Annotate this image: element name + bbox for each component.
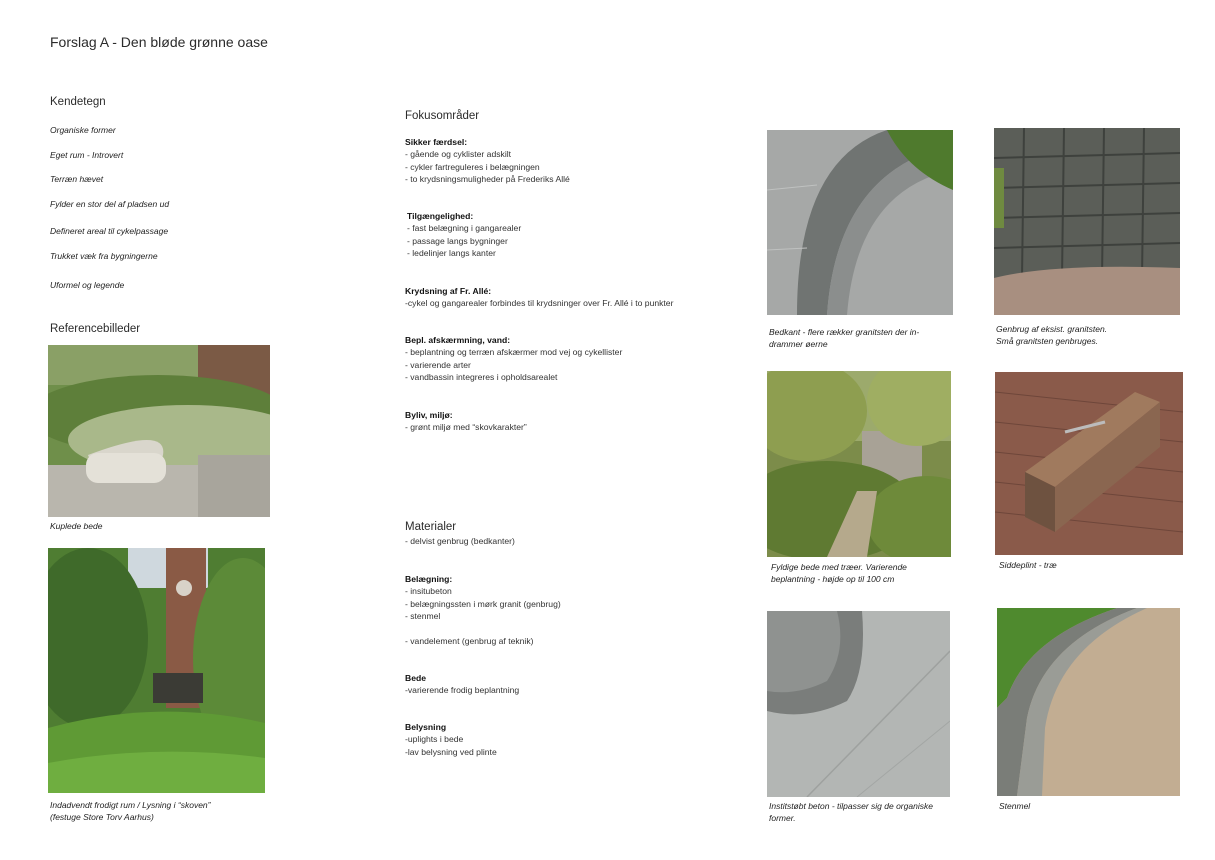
gallery-caption-line: Små granitsten genbruges. bbox=[996, 336, 1099, 346]
fokus-heading: Fokusområder bbox=[405, 110, 480, 122]
materialer-line: -lav belysning ved plinte bbox=[405, 746, 497, 757]
fokus-line: - varierende arter bbox=[405, 359, 471, 370]
materialer-line: -varierende frodig beplantning bbox=[405, 685, 520, 696]
kendetegn-item: Organiske former bbox=[50, 125, 116, 135]
materialer-section bbox=[405, 721, 497, 758]
gallery-caption-line: former. bbox=[769, 813, 796, 823]
photo-domed-beds bbox=[48, 345, 270, 517]
materialer-heading: Materialer bbox=[405, 521, 457, 533]
fokus-section bbox=[405, 285, 673, 310]
materialer-section-title: Belægning: bbox=[405, 574, 453, 584]
fokus-section bbox=[405, 334, 622, 384]
fokus-section-title: Bepl. afskærmning, vand: bbox=[405, 335, 511, 345]
photo-stone-dust bbox=[997, 608, 1180, 796]
photo-lush-beds-trees bbox=[767, 371, 951, 557]
materialer-line-spacer bbox=[405, 623, 561, 635]
fokus-line: - beplantning og terræn afskærmer mod vej og cykellister bbox=[405, 347, 623, 358]
photo-green-clearing bbox=[48, 548, 265, 793]
gallery-caption-line: drammer øerne bbox=[769, 339, 828, 349]
gallery-caption bbox=[999, 559, 1057, 571]
photo-granite-bed-edge bbox=[767, 130, 953, 315]
materialer-section-title: Belysning bbox=[405, 722, 447, 732]
gallery-caption bbox=[999, 800, 1030, 812]
materialer-section bbox=[405, 573, 561, 647]
gallery-caption-line: Siddeplint - træ bbox=[999, 560, 1057, 570]
fokus-line: - grønt miljø med “skovkarakter” bbox=[405, 422, 527, 433]
kendetegn-item: Terræn hævet bbox=[50, 174, 104, 184]
gallery-caption bbox=[769, 800, 933, 824]
fokus-line: - fast belægning i gangarealer bbox=[407, 223, 522, 234]
kendetegn-item: Trukket væk fra bygningerne bbox=[50, 251, 158, 261]
materialer-line: - belægningssten i mørk granit (genbrug) bbox=[405, 598, 561, 609]
fokus-section-title: Byliv, miljø: bbox=[405, 410, 453, 420]
fokus-line: - passage langs bygninger bbox=[407, 235, 508, 246]
kendetegn-item: Uformel og legende bbox=[50, 280, 125, 290]
gallery-caption bbox=[771, 561, 907, 585]
page-title: Forslag A - Den bløde grønne oase bbox=[50, 34, 268, 50]
fokus-section bbox=[405, 136, 570, 186]
photo-reused-granite bbox=[994, 128, 1180, 315]
kendetegn-heading: Kendetegn bbox=[50, 96, 106, 108]
fokus-line: -cykel og gangarealer forbindes til krydsninger over Fr. Allé i to punkter bbox=[405, 298, 674, 309]
fokus-line: - vandbassin integreres i opholdsarealet bbox=[405, 372, 558, 383]
fokus-section bbox=[407, 210, 521, 260]
photo-wooden-plinth bbox=[995, 372, 1183, 555]
materialer-line: -uplights i bede bbox=[405, 734, 464, 745]
gallery-caption-line: Stenmel bbox=[999, 801, 1031, 811]
reference-caption-line: (festuge Store Torv Aarhus) bbox=[50, 812, 154, 822]
reference-heading: Referencebilleder bbox=[50, 323, 141, 335]
fokus-line: - cykler fartreguleres i belægningen bbox=[405, 161, 540, 172]
reference-caption bbox=[50, 799, 210, 823]
fokus-section-title: Sikker færdsel: bbox=[405, 137, 468, 147]
fokus-line: - to krydsningsmuligheder på Frederiks Allé bbox=[405, 174, 570, 185]
photo-insitu-concrete bbox=[767, 611, 950, 797]
materialer-line: - stenmel bbox=[405, 611, 441, 622]
fokus-line: - ledelinjer langs kanter bbox=[407, 248, 496, 259]
gallery-caption-line: Institstøbt beton - tilpasser sig de organiske bbox=[769, 801, 933, 811]
materialer-section-title: Bede bbox=[405, 673, 427, 683]
fokus-section-title: Tilgængelighed: bbox=[407, 211, 474, 221]
gallery-caption-line: Fyldige bede med træer. Varierende bbox=[771, 562, 907, 572]
gallery-caption bbox=[996, 323, 1107, 347]
fokus-section-title: Krydsning af Fr. Allé: bbox=[405, 286, 492, 296]
gallery-caption bbox=[769, 326, 919, 350]
materialer-line: - insitubeton bbox=[405, 586, 452, 597]
materialer-line: - vandelement (genbrug af teknik) bbox=[405, 636, 534, 647]
kendetegn-item: Defineret areal til cykelpassage bbox=[50, 226, 169, 236]
reference-caption: Kuplede bede bbox=[50, 521, 103, 531]
materialer-intro: - delvist genbrug (bedkanter) bbox=[405, 536, 515, 546]
kendetegn-item: Fylder en stor del af pladsen ud bbox=[50, 199, 170, 209]
fokus-section bbox=[405, 409, 527, 434]
kendetegn-item: Eget rum - Introvert bbox=[50, 150, 124, 160]
gallery-caption-line: Bedkant - flere rækker granitsten der in- bbox=[769, 327, 920, 337]
gallery-caption-line: beplantning - højde op til 100 cm bbox=[771, 574, 895, 584]
gallery-caption-line: Genbrug af eksist. granitsten. bbox=[996, 324, 1108, 334]
fokus-line: - gående og cyklister adskilt bbox=[405, 149, 512, 160]
materialer-section bbox=[405, 672, 519, 697]
reference-caption-line: Indadvendt frodigt rum / Lysning i “skoven” bbox=[50, 800, 211, 810]
